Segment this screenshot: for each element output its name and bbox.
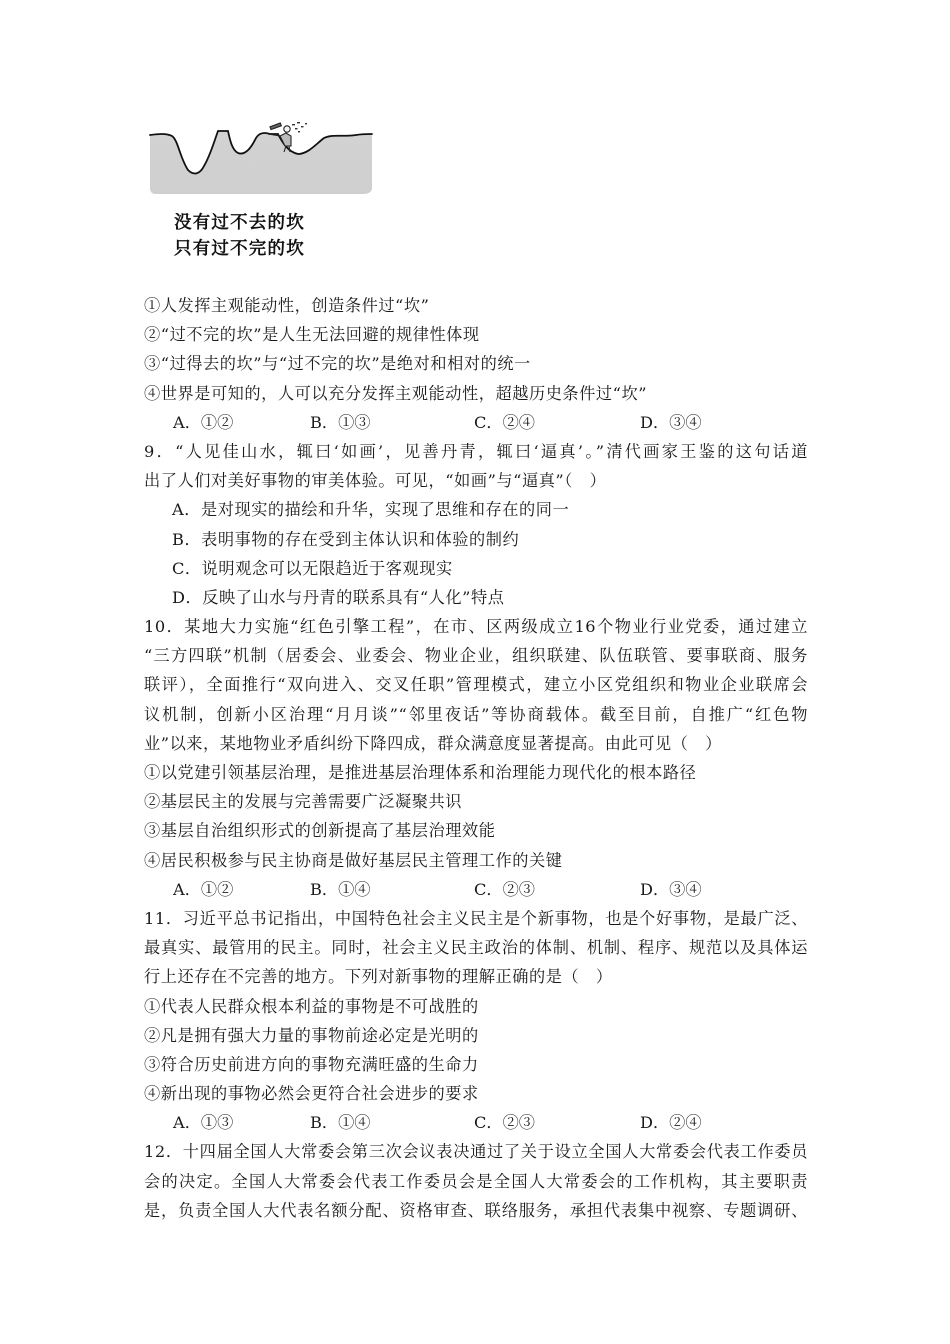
question-9: [144, 437, 808, 612]
caption-line: 只有过不完的坎: [174, 239, 305, 259]
answer-options: [144, 1108, 808, 1137]
question-8: [144, 291, 808, 437]
question-stem-line: 10．某地大力实施“红色引擎工程”，在市、区两级成立16个物业行业党委，通过建立: [144, 617, 808, 637]
option-b[interactable]: B．①④: [310, 879, 371, 899]
question-stem-line: 9．“人见佳山水，辄曰‘如画’，见善丹青，辄曰‘逼真’。”清代画家王鉴的这句话道: [144, 441, 808, 461]
option-b[interactable]: B．①④: [310, 1113, 371, 1133]
question-stem-line: 出了人们对美好事物的审美体验。可见，“如画”与“逼真”（ ）: [144, 471, 607, 491]
answer-options: [144, 875, 808, 904]
question-stem-line: 联评），全面推行“双向进入、交叉任职”管理模式，建立小区党组织和物业企业联席会: [144, 675, 808, 695]
option-d[interactable]: D．②④: [640, 1113, 702, 1133]
question-content: [144, 291, 808, 1225]
cartoon-caption: [174, 210, 349, 262]
statement-3: ③符合历史前进方向的事物充满旺盛的生命力: [144, 1054, 479, 1074]
statement-2: ②“过不完的坎”是人生无法回避的规律性体现: [144, 325, 480, 345]
question-stem-line: 业”以来，某地物业矛盾纠纷下降四成，群众满意度显著提高。由此可见（ ）: [144, 733, 722, 753]
option-c[interactable]: C．②③: [474, 1113, 535, 1133]
statement-3: ③“过得去的坎”与“过不完的坎”是绝对和相对的统一: [144, 354, 531, 374]
statement-2: ②基层民主的发展与完善需要广泛凝聚共识: [144, 792, 463, 812]
caption-line: 没有过不去的坎: [174, 213, 305, 233]
question-12: [144, 1137, 808, 1225]
question-stem-line: 议机制，创新小区治理“月月谈”“邻里夜话”等协商载体。截至目前，自推广“红色物: [144, 704, 808, 724]
cartoon-figure: [148, 118, 374, 198]
statement-3: ③基层自治组织形式的创新提高了基层治理效能: [144, 821, 496, 841]
question-stem-line: 11．习近平总书记指出，中国特色社会主义民主是个新事物，也是个好事物，是最广泛、: [144, 908, 808, 928]
question-11: [144, 904, 808, 1138]
statement-4: ④新出现的事物必然会更符合社会进步的要求: [144, 1084, 479, 1104]
choice-d[interactable]: D．反映了山水与丹青的联系具有“人化”特点: [172, 587, 505, 607]
question-stem-line: 最真实、最管用的民主。同时，社会主义民主政治的体制、机制、程序、规范以及具体运: [144, 938, 808, 958]
question-stem-line: “三方四联”机制（居委会、业委会、物业企业，组织联建、队伍联管、要事联商、服务: [144, 646, 808, 666]
statement-1: ①以党建引领基层治理，是推进基层治理体系和治理能力现代化的根本路径: [144, 763, 697, 782]
option-d[interactable]: D．③④: [640, 879, 702, 899]
option-a[interactable]: A．①②: [173, 412, 234, 432]
question-10: [144, 612, 808, 904]
question-stem-line: 行上还存在不完善的地方。下列对新事物的理解正确的是（ ）: [144, 967, 613, 987]
question-stem-line: 是，负责全国人大代表名额分配、资格审查、联络服务，承担代表集中视察、专题调研、: [144, 1200, 808, 1220]
answer-options: [144, 408, 808, 437]
option-c[interactable]: C．②③: [474, 879, 535, 899]
statement-4: ④居民积极参与民主协商是做好基层民主管理工作的关键: [144, 850, 563, 870]
option-a[interactable]: A．①②: [173, 879, 234, 899]
choice-b[interactable]: B．表明事物的存在受到主体认识和体验的制约: [172, 529, 520, 549]
sweat-drops-icon: [292, 122, 307, 132]
statement-1: ①代表人民群众根本利益的事物是不可战胜的: [144, 996, 479, 1016]
statement-1: ①人发挥主观能动性，创造条件过“坎”: [144, 296, 430, 315]
question-stem-line: 会的决定。全国人大常委会代表工作委员会是全国人大常委会的工作机构，其主要职责: [144, 1171, 808, 1191]
option-b[interactable]: B．①③: [310, 412, 371, 432]
option-d[interactable]: D．③④: [640, 412, 702, 432]
statement-2: ②凡是拥有强大力量的事物前途必定是光明的: [144, 1025, 479, 1045]
option-a[interactable]: A．①③: [173, 1113, 234, 1133]
option-c[interactable]: C．②④: [474, 412, 535, 432]
choice-c[interactable]: C．说明观念可以无限趋近于客观现实: [172, 558, 453, 578]
statement-4: ④世界是可知的，人可以充分发挥主观能动性，超越历史条件过“坎”: [144, 383, 648, 403]
cartoon-illustration-icon: [148, 118, 374, 198]
choice-a[interactable]: A．是对现实的描绘和升华，实现了思维和存在的同一: [172, 500, 570, 520]
question-stem-line: 12．十四届全国人大常委会第三次会议表决通过了关于设立全国人大常委会代表工作委员: [144, 1142, 808, 1162]
